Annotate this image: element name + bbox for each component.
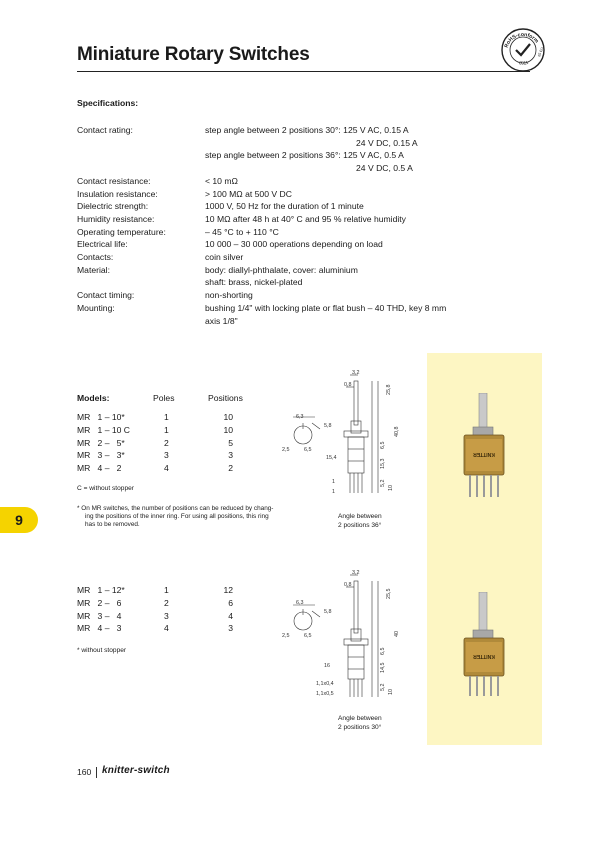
model-positions: 12: [223, 585, 233, 595]
model-poles: 1: [164, 424, 169, 435]
positions-heading: Positions: [208, 393, 243, 403]
page-number: 160: [77, 767, 92, 777]
angle-caption-2b: 2 positions 30°: [338, 724, 382, 731]
models-heading: Models:: [77, 393, 110, 403]
dim2-4: 5,8: [324, 609, 332, 615]
model-poles: 3: [164, 450, 169, 461]
footnote-line-2: ing the positions of the inner ring. For using all positions, this ring: [85, 513, 269, 520]
dim-3: 6,3: [296, 414, 304, 420]
dim-10: 25,8: [386, 384, 392, 395]
model-name: MR 3 – 3*: [77, 450, 125, 461]
spec-label: Contacts:: [77, 252, 114, 262]
note-c: C = without stopper: [77, 485, 134, 492]
spec-label: Contact rating:: [77, 125, 133, 135]
brand-logo-text: knitter-switch: [102, 765, 170, 776]
model-name: MR 2 – 6: [77, 597, 122, 608]
footnote-line-1: * On MR switches, the number of positions can be reduced by chang-: [77, 505, 274, 512]
model-poles: 3: [164, 610, 169, 621]
page-title: Miniature Rotary Switches: [77, 44, 310, 65]
dim-12: 15,3: [380, 458, 386, 469]
spec-label: Humidity resistance:: [77, 213, 155, 224]
spec-label: Insulation resistance:: [77, 188, 158, 199]
spec-label: Contact timing:: [77, 290, 135, 301]
angle-caption-1a: Angle between: [338, 513, 382, 520]
dim2-1: 3,2: [352, 570, 360, 576]
dim2-2: 0,8: [344, 582, 352, 588]
chapter-tab: 9: [0, 507, 38, 533]
angle-caption-1b: 2 positions 36°: [338, 522, 382, 529]
dim2-13: 40: [394, 631, 400, 637]
model-positions: 3: [228, 623, 233, 634]
model-name: MR 3 – 4: [77, 610, 122, 621]
specs-heading: Specifications:: [77, 98, 139, 108]
spec-value: bushing 1/4" with locking plate or flat bush – 40 THD, key 8 mm: [205, 302, 447, 313]
model-poles: 2: [164, 437, 169, 448]
model-name: MR 1 – 10 C: [77, 424, 131, 435]
model-name: MR 4 – 2: [77, 463, 122, 474]
model-name: MR 2 – 5*: [77, 437, 125, 448]
spec-value: 10 000 – 30 000 operations depending on load: [205, 239, 383, 250]
spec-value: 10 MΩ after 48 h at 40° C and 95 % relative humidity: [205, 213, 406, 224]
badge-top-text: RoHS-conform: [503, 31, 540, 49]
footer-divider: [96, 767, 97, 778]
model-poles: 2: [164, 597, 169, 608]
spec-value: – 45 °C to + 110 °C: [205, 226, 279, 237]
dim2-14: 5,2: [380, 683, 386, 691]
spec-label: Dielectric strength:: [77, 201, 149, 212]
note-without-stopper: * without stopper: [77, 647, 127, 654]
spec-label: Contact resistance:: [77, 175, 151, 186]
poles-heading: Poles: [153, 393, 175, 403]
spec-value-dc: 24 V DC, 0.15 A: [356, 137, 418, 148]
spec-value: step angle between 2 positions 30°: 125 V AC, 0.15 A: [205, 125, 409, 135]
technical-drawing-1: [280, 365, 415, 510]
spec-value: < 10 mΩ: [205, 175, 238, 186]
spec-label: Material:: [77, 264, 110, 275]
photo-label-2: KNITTER: [473, 653, 495, 659]
spec-value: body: diallyl-phthalate, cover: aluminium: [205, 264, 358, 275]
dim2-5: 2,5: [282, 633, 290, 639]
model-name: MR 1 – 10*: [77, 412, 125, 422]
model-positions: 10: [223, 412, 233, 422]
model-positions: 3: [228, 450, 233, 461]
switch-photo-2: [458, 592, 510, 700]
model-positions: 4: [228, 610, 233, 621]
dim-5: 2,5: [282, 447, 290, 453]
photo-label-1: KNITTER: [473, 451, 495, 457]
dim2-11: 6,5: [380, 647, 386, 655]
spec-value: non-shorting: [205, 290, 253, 301]
dim-11: 6,5: [380, 441, 386, 449]
model-positions: 6: [228, 597, 233, 608]
dim2-10: 25,5: [386, 588, 392, 599]
model-poles: 4: [164, 623, 169, 634]
dim2-7: 16: [324, 663, 330, 669]
technical-drawing-2: [280, 565, 415, 710]
dim-9: 1: [332, 489, 335, 495]
badge-side-text: 65 EU: [537, 46, 545, 58]
dim2-8: 1,1x0,4: [316, 681, 334, 687]
model-positions: 10: [223, 424, 233, 435]
title-rule: [77, 71, 530, 72]
spec-value: coin silver: [205, 252, 244, 262]
switch-photo-1: [458, 393, 510, 501]
badge-bottom-text: 2011: [518, 59, 529, 66]
dim-6: 6,5: [304, 447, 312, 453]
rohs-badge: [500, 27, 546, 73]
spec-value-dc: 24 V DC, 0.5 A: [356, 163, 413, 174]
dim2-9: 1,1x0,5: [316, 691, 334, 697]
dim-15: 10: [388, 485, 394, 491]
model-positions: 5: [228, 437, 233, 448]
spec-label: Mounting:: [77, 302, 115, 313]
dim-1: 3,2: [352, 370, 360, 376]
spec-value: > 100 MΩ at 500 V DC: [205, 188, 292, 199]
dim-13: 40,8: [394, 426, 400, 437]
dim-2: 0,8: [344, 382, 352, 388]
model-name: MR 4 – 3: [77, 623, 122, 634]
model-name: MR 1 – 12*: [77, 585, 125, 595]
spec-label: Operating temperature:: [77, 226, 166, 237]
dim2-15: 10: [388, 689, 394, 695]
dim-14: 5,2: [380, 479, 386, 487]
spec-value: shaft: brass, nickel-plated: [205, 277, 303, 288]
dim2-6: 6,5: [304, 633, 312, 639]
dim-7: 15,4: [326, 455, 337, 461]
spec-value: step angle between 2 positions 36°: 125 V AC, 0.5 A: [205, 150, 404, 161]
angle-caption-2a: Angle between: [338, 715, 382, 722]
model-positions: 2: [228, 463, 233, 474]
spec-value: 1000 V, 50 Hz for the duration of 1 minute: [205, 201, 364, 212]
model-poles: 1: [164, 585, 169, 595]
dim2-3: 6,3: [296, 600, 304, 606]
dim-4: 5,8: [324, 423, 332, 429]
footnote-line-3: has to be removed.: [85, 521, 140, 528]
spec-label: Electrical life:: [77, 239, 128, 250]
model-poles: 1: [164, 412, 169, 422]
model-poles: 4: [164, 463, 169, 474]
dim-8: 1: [332, 479, 335, 485]
dim2-12: 14,5: [380, 662, 386, 673]
spec-value: axis 1/8": [205, 315, 238, 326]
